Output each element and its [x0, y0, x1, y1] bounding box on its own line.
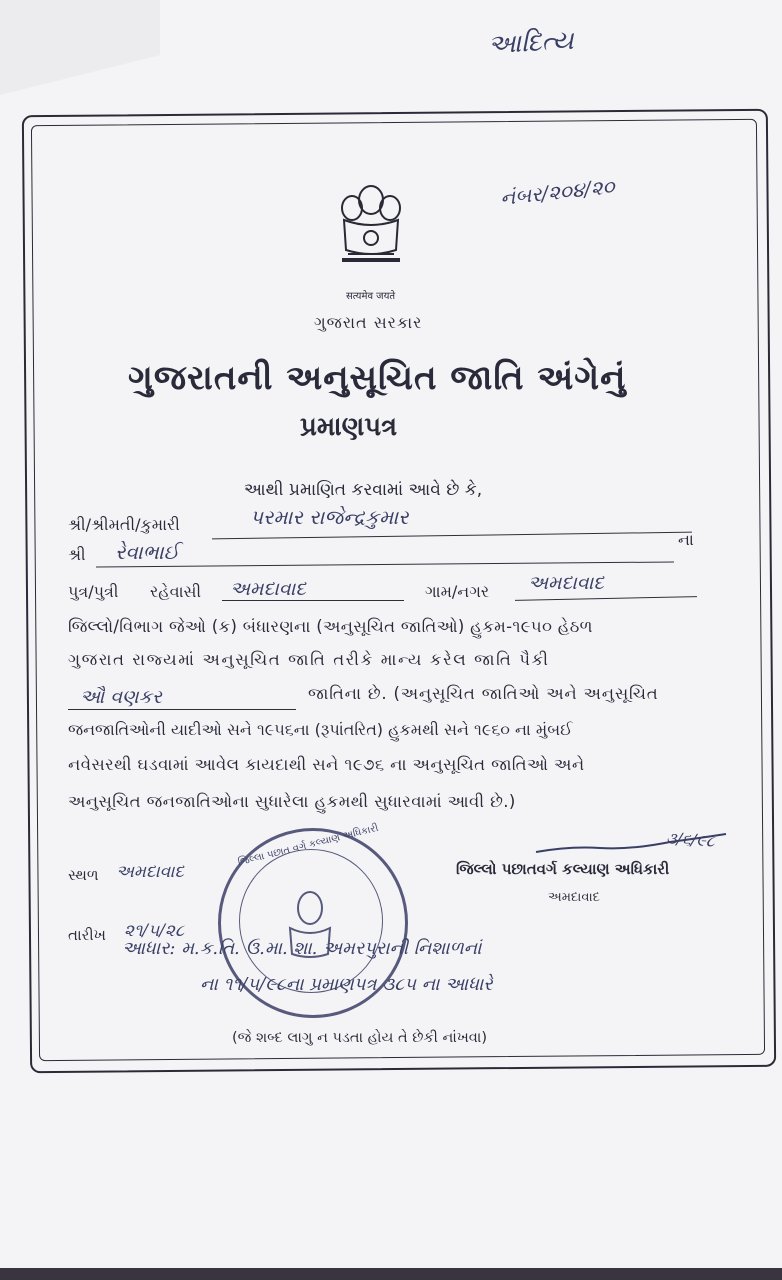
- resident-underline: [222, 600, 404, 601]
- body-line-3: જાતિના છે. (અનુસૂચિત જાતિઓ અને અનુસૂચિત: [308, 684, 659, 703]
- name-value: પરમાર રાજેન્દ્રકુમાર: [250, 505, 409, 529]
- background-strip: [0, 1268, 782, 1280]
- footnote: (જે શબ્દ લાગુ ન પડતા હોય તે છેકી નાંખવા): [232, 1030, 487, 1046]
- officer-location: અમદાવાદ: [548, 890, 600, 905]
- certificate-title: ગુજરાતની અનુસૂચિત જાતિ અંગેનું: [128, 358, 627, 398]
- officer-title: જિલ્લો પછાતવર્ગ કલ્યાણ અધિકારી: [456, 860, 670, 878]
- father-value: રેવાભાઈ: [115, 540, 180, 564]
- father-label: શ્રી: [68, 545, 86, 564]
- body-line-4: જનજાતિઓની યાદીઓ સને ૧૯૫૬ના (રૂપાંતરિત) હુકમથી સને ૧૯૬૦ ના મુંબઈ: [68, 720, 573, 739]
- place-value: અમદાવાદ: [116, 862, 184, 882]
- annotation-top: આદિત્ય: [487, 25, 575, 61]
- body-line-5: નવેસરથી ઘડવામાં આવેલ કાયદાથી સને ૧૯૭૬ ના અનુસૂચિત જાતિઓ અને: [68, 755, 585, 774]
- caste-value: ઔ વણકર: [80, 686, 162, 708]
- handwritten-note-1: આધાર: મ.ક.તિ. ઉ.મા. શા. અમરપુરાની નિશાળનાં: [122, 938, 482, 959]
- caste-underline: [68, 709, 296, 710]
- certificate-subtitle: પ્રમાણપત્ર: [300, 412, 398, 442]
- serial-number: નંબર/૨૦૪/૨૦: [499, 174, 616, 210]
- village-value: અમદાવાદ: [528, 572, 604, 594]
- son-label: પુત્ર/પુત્રી: [68, 582, 119, 601]
- sign-date: ૩/૬/૯૮: [665, 828, 716, 851]
- intro-text: આથી પ્રમાણિત કરવામાં આવે છે કે,: [244, 480, 483, 500]
- place-label: સ્થળ: [68, 866, 99, 884]
- body-line-6: અનુસૂચિત જનજાતિઓના સુધારેલા હુકમથી સુધારવામાં આવી છે.): [68, 792, 516, 811]
- date-value: ૨૧/૫/૨૮: [124, 921, 185, 941]
- resident-value: અમદાવાદ: [230, 578, 306, 600]
- government-name: ગુજરાત સરકાર: [314, 313, 423, 332]
- emblem-motto: सत्यमेव जयते: [346, 291, 396, 302]
- body-line-2: ગુજરાત રાજ્યમાં અનુસૂચિત જાતિ તરીકે માન્ય કરેલ જાતિ પૈકી: [68, 650, 550, 669]
- body-line-1: જિલ્લો/વિભાગ જેઓ (ક) બંધારણના (અનુસૂચિત જાતિઓ) હુકમ-૧૯૫૦ હેઠળ: [68, 617, 593, 636]
- village-label: ગામ/નગર: [425, 582, 490, 601]
- national-emblem-icon: [330, 178, 412, 290]
- name-label: શ્રી/શ્રીમતી/કુમારી: [68, 515, 180, 534]
- na-label: ના: [678, 530, 694, 549]
- handwritten-note-2: ના ૧૧/૫/૯૮ના પ્રમાણપત્ર ૩૮૫ ના આધારે: [200, 974, 493, 995]
- signature-stroke: [530, 820, 730, 860]
- resident-label: રહેવાસી: [150, 582, 202, 601]
- date-label: તારીખ: [68, 926, 106, 944]
- stamp-text: જિલ્લા પછાત વર્ગ કલ્યાણ અધિકારી: [236, 822, 380, 869]
